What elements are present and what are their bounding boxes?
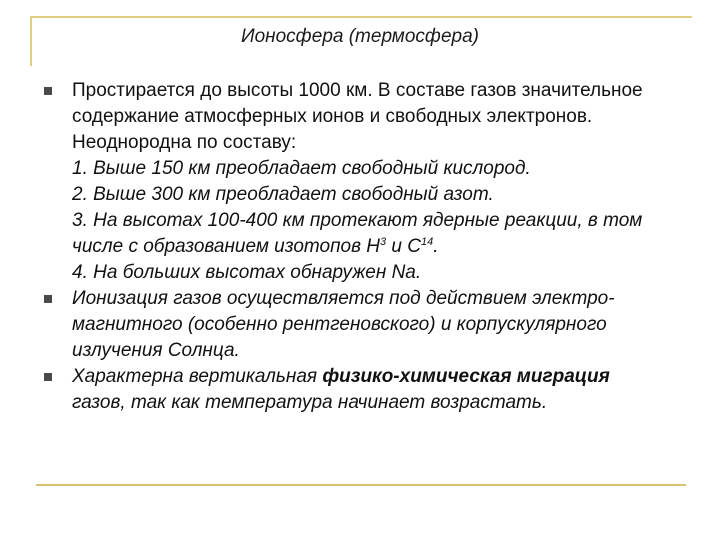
text-span: Характерна вертикальная — [72, 366, 323, 387]
isotope-text: числе с образованием изотопов Н — [72, 236, 381, 257]
text-line: Неоднородна по составу: — [72, 132, 297, 153]
text-line: газов, так как температура начинает возрастать. — [72, 392, 548, 413]
bottom-frame-line — [36, 484, 686, 486]
slide-content — [40, 78, 700, 416]
text-line: содержание атмосферных ионов и свободных электронов. — [72, 106, 593, 127]
square-bullet-icon — [44, 373, 52, 381]
bullet-item-3 — [40, 364, 700, 416]
superscript: 3 — [380, 236, 387, 248]
square-bullet-icon — [44, 87, 52, 95]
bullet-item-1 — [40, 78, 700, 286]
numbered-line-4: 4. На больших высотах обнаружен Na. — [72, 262, 422, 283]
numbered-line-2: 2. Выше 300 км преобладает свободный азот. — [72, 184, 494, 205]
superscript: 14 — [421, 236, 434, 248]
bullet-item-2 — [40, 286, 700, 364]
emphasis-text: физико-химическая миграция — [322, 366, 610, 387]
text-line: Простирается до высоты 1000 км. В составе газов значительное — [72, 80, 643, 101]
square-bullet-icon — [44, 295, 52, 303]
isotope-text: и С — [386, 236, 422, 257]
numbered-line-3-cont — [72, 234, 700, 260]
top-frame-line — [30, 16, 692, 18]
numbered-line-1: 1. Выше 150 км преобладает свободный кислород. — [72, 158, 531, 179]
numbered-line-3: 3. На высотах 100-400 км протекают ядерные реакции, в том — [72, 210, 643, 231]
period: . — [433, 236, 439, 257]
text-line: магнитного (особенно рентгеновского) и корпускулярного — [72, 314, 607, 335]
text-line — [72, 364, 700, 390]
slide-title: Ионосфера (термосфера) — [240, 26, 480, 47]
text-line: излучения Солнца. — [72, 340, 240, 361]
text-line: Ионизация газов осуществляется под действием электро- — [72, 288, 615, 309]
